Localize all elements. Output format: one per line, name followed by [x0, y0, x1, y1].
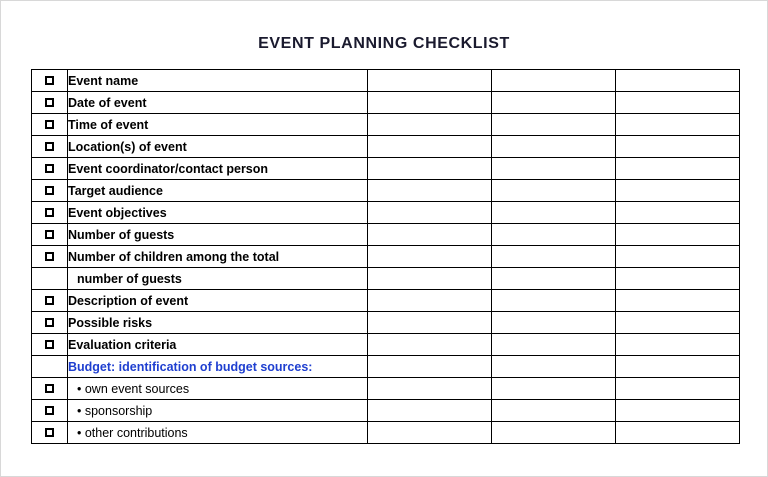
row-value-cell[interactable]	[492, 400, 616, 422]
row-value-cell[interactable]	[616, 136, 740, 158]
checkbox-cell[interactable]	[32, 246, 68, 268]
row-value-cell[interactable]	[616, 356, 740, 378]
row-value-cell[interactable]	[616, 334, 740, 356]
row-value-cell[interactable]	[616, 70, 740, 92]
checklist-table-wrapper	[31, 69, 737, 444]
row-value-cell[interactable]	[616, 312, 740, 334]
row-value-cell[interactable]	[616, 422, 740, 444]
checklist-table	[31, 69, 740, 444]
row-value-cell[interactable]	[368, 202, 492, 224]
row-value-cell[interactable]	[616, 114, 740, 136]
table-row	[32, 356, 740, 378]
row-value-cell[interactable]	[616, 158, 740, 180]
checkbox-cell[interactable]	[32, 312, 68, 334]
row-value-cell[interactable]	[368, 136, 492, 158]
checkbox-cell[interactable]	[32, 136, 68, 158]
row-value-cell[interactable]	[368, 290, 492, 312]
checkbox-empty-icon[interactable]	[45, 76, 54, 85]
row-value-cell[interactable]	[492, 224, 616, 246]
checkbox-cell[interactable]	[32, 224, 68, 246]
row-label: number of guests	[68, 268, 368, 290]
row-value-cell[interactable]	[368, 158, 492, 180]
row-value-cell[interactable]	[492, 202, 616, 224]
row-value-cell[interactable]	[492, 378, 616, 400]
row-value-cell[interactable]	[492, 158, 616, 180]
checkbox-cell[interactable]	[32, 290, 68, 312]
table-row	[32, 136, 740, 158]
row-value-cell[interactable]	[616, 268, 740, 290]
checkbox-cell[interactable]	[32, 114, 68, 136]
row-label: Target audience	[68, 180, 368, 202]
checkbox-cell[interactable]	[32, 70, 68, 92]
row-value-cell[interactable]	[368, 92, 492, 114]
checkbox-empty-icon[interactable]	[45, 230, 54, 239]
row-value-cell[interactable]	[616, 378, 740, 400]
row-value-cell[interactable]	[368, 224, 492, 246]
checkbox-empty-icon[interactable]	[45, 384, 54, 393]
row-value-cell[interactable]	[492, 290, 616, 312]
row-value-cell[interactable]	[492, 246, 616, 268]
row-value-cell[interactable]	[368, 378, 492, 400]
row-value-cell[interactable]	[616, 92, 740, 114]
row-label: Description of event	[68, 290, 368, 312]
checkbox-cell[interactable]	[32, 378, 68, 400]
row-label: • other contributions	[68, 422, 368, 444]
row-value-cell[interactable]	[368, 400, 492, 422]
row-label: Possible risks	[68, 312, 368, 334]
table-row	[32, 268, 740, 290]
table-row	[32, 334, 740, 356]
row-value-cell[interactable]	[492, 92, 616, 114]
table-row	[32, 70, 740, 92]
table-row	[32, 158, 740, 180]
row-label: Time of event	[68, 114, 368, 136]
checkbox-empty-icon[interactable]	[45, 318, 54, 327]
checkbox-empty-icon[interactable]	[45, 296, 54, 305]
row-label: Number of guests	[68, 224, 368, 246]
row-value-cell[interactable]	[616, 224, 740, 246]
checkbox-empty-icon[interactable]	[45, 340, 54, 349]
row-label: Event coordinator/contact person	[68, 158, 368, 180]
row-value-cell[interactable]	[492, 312, 616, 334]
table-row	[32, 202, 740, 224]
row-value-cell[interactable]	[492, 422, 616, 444]
row-label: Event objectives	[68, 202, 368, 224]
row-value-cell[interactable]	[368, 114, 492, 136]
table-row	[32, 92, 740, 114]
row-value-cell[interactable]	[616, 290, 740, 312]
table-row	[32, 400, 740, 422]
row-value-cell[interactable]	[368, 180, 492, 202]
row-value-cell[interactable]	[492, 334, 616, 356]
checkbox-cell[interactable]	[32, 422, 68, 444]
checkbox-cell[interactable]	[32, 158, 68, 180]
table-row	[32, 180, 740, 202]
table-row	[32, 290, 740, 312]
checkbox-empty-icon[interactable]	[45, 428, 54, 437]
row-label: Date of event	[68, 92, 368, 114]
row-label: Evaluation criteria	[68, 334, 368, 356]
checkbox-cell-empty	[32, 268, 68, 290]
checkbox-cell[interactable]	[32, 92, 68, 114]
row-value-cell[interactable]	[616, 400, 740, 422]
checkbox-empty-icon[interactable]	[45, 98, 54, 107]
table-row	[32, 224, 740, 246]
row-value-cell[interactable]	[368, 246, 492, 268]
row-value-cell[interactable]	[368, 334, 492, 356]
checkbox-empty-icon[interactable]	[45, 252, 54, 261]
row-value-cell[interactable]	[492, 268, 616, 290]
row-value-cell[interactable]	[492, 114, 616, 136]
row-value-cell[interactable]	[616, 202, 740, 224]
checklist-table-body	[32, 70, 740, 444]
row-value-cell[interactable]	[368, 70, 492, 92]
checkbox-empty-icon[interactable]	[45, 208, 54, 217]
checkbox-cell[interactable]	[32, 334, 68, 356]
row-label: • own event sources	[68, 378, 368, 400]
checkbox-cell[interactable]	[32, 202, 68, 224]
row-value-cell[interactable]	[368, 422, 492, 444]
row-label: Budget: identification of budget sources:	[68, 356, 368, 378]
row-value-cell[interactable]	[492, 70, 616, 92]
row-value-cell[interactable]	[616, 246, 740, 268]
table-row	[32, 246, 740, 268]
row-value-cell[interactable]	[492, 356, 616, 378]
page-title: EVENT PLANNING CHECKLIST	[258, 35, 510, 52]
row-value-cell[interactable]	[492, 180, 616, 202]
checkbox-empty-icon[interactable]	[45, 120, 54, 129]
table-row	[32, 422, 740, 444]
checkbox-cell[interactable]	[32, 180, 68, 202]
checkbox-empty-icon[interactable]	[45, 142, 54, 151]
table-row	[32, 378, 740, 400]
row-label: Event name	[68, 70, 368, 92]
checkbox-cell-empty	[32, 356, 68, 378]
row-label: • sponsorship	[68, 400, 368, 422]
row-label: Number of children among the total	[68, 246, 368, 268]
row-value-cell[interactable]	[616, 180, 740, 202]
table-row	[32, 114, 740, 136]
table-row	[32, 312, 740, 334]
row-label: Location(s) of event	[68, 136, 368, 158]
row-value-cell[interactable]	[368, 268, 492, 290]
checkbox-cell[interactable]	[32, 400, 68, 422]
row-value-cell[interactable]	[492, 136, 616, 158]
checkbox-empty-icon[interactable]	[45, 406, 54, 415]
row-value-cell[interactable]	[368, 312, 492, 334]
checkbox-empty-icon[interactable]	[45, 186, 54, 195]
checkbox-empty-icon[interactable]	[45, 164, 54, 173]
row-value-cell[interactable]	[368, 356, 492, 378]
